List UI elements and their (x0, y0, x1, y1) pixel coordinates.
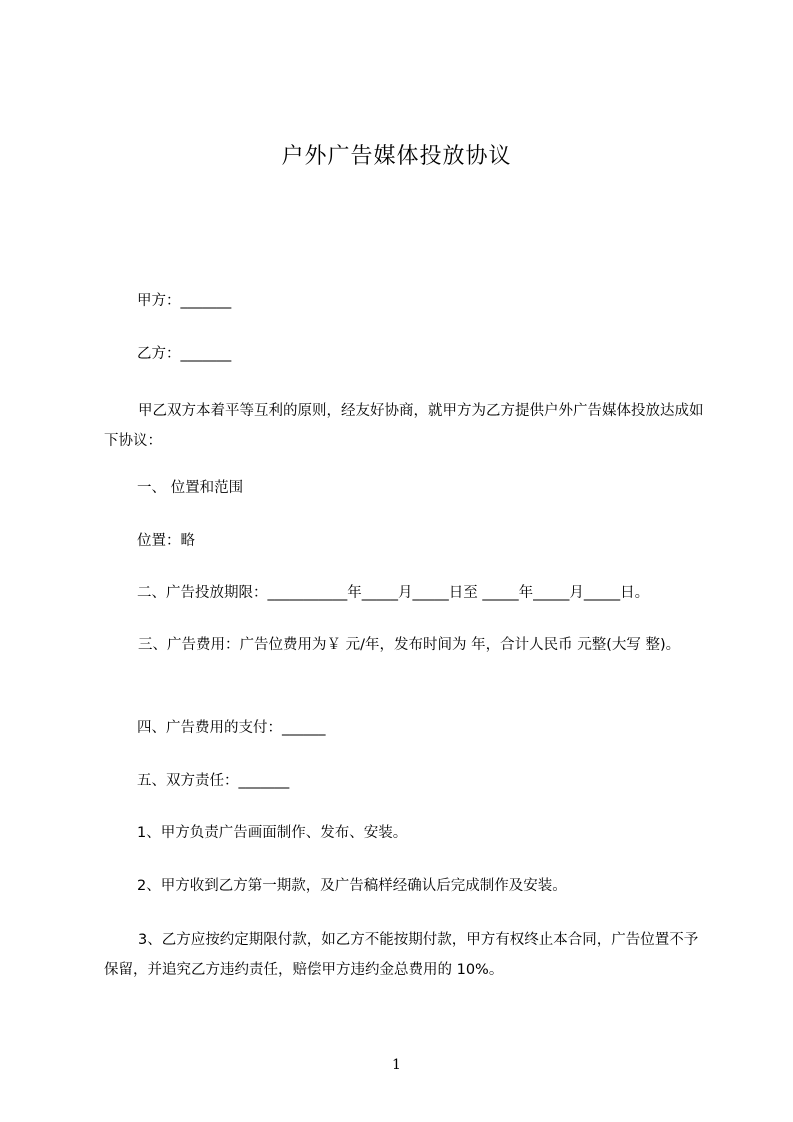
party-b-line: 乙方：_______ (137, 346, 232, 362)
document-title: 户外广告媒体投放协议 (281, 144, 512, 169)
section-1-location: 位置：略 (137, 533, 195, 549)
responsibility-item-3: 3、乙方应按约定期限付款，如乙方不能按期付款，甲方有权终止本合同，广告位置不予保留，并追究乙方违约责任，赔偿甲方违约金总费用的 10%。 (104, 932, 699, 978)
responsibility-item-1: 1、甲方负责广告画面制作、发布、安装。 (137, 825, 408, 841)
section-1-heading: 一、 位置和范围 (137, 480, 244, 496)
intro-paragraph: 甲乙双方本着平等互利的原则，经友好协商，就甲方为乙方提供户外广告媒体投放达成如下协议： (104, 403, 704, 449)
section-3-fees: 三、广告费用：广告位费用为￥ 元/年，发布时间为 年，合计人民币 元整(大写 整)。 (138, 637, 681, 653)
party-a-line: 甲方：_______ (137, 293, 232, 309)
section-2-term: 二、广告投放期限：___________年_____月_____日至 _____年_____月_____日。 (137, 585, 650, 601)
responsibility-item-2: 2、甲方收到乙方第一期款，及广告稿样经确认后完成制作及安装。 (137, 878, 567, 894)
page-number: 1 (392, 1057, 401, 1073)
section-4-payment: 四、广告费用的支付：______ (137, 720, 326, 736)
section-5-heading: 五、双方责任：_______ (137, 773, 290, 789)
